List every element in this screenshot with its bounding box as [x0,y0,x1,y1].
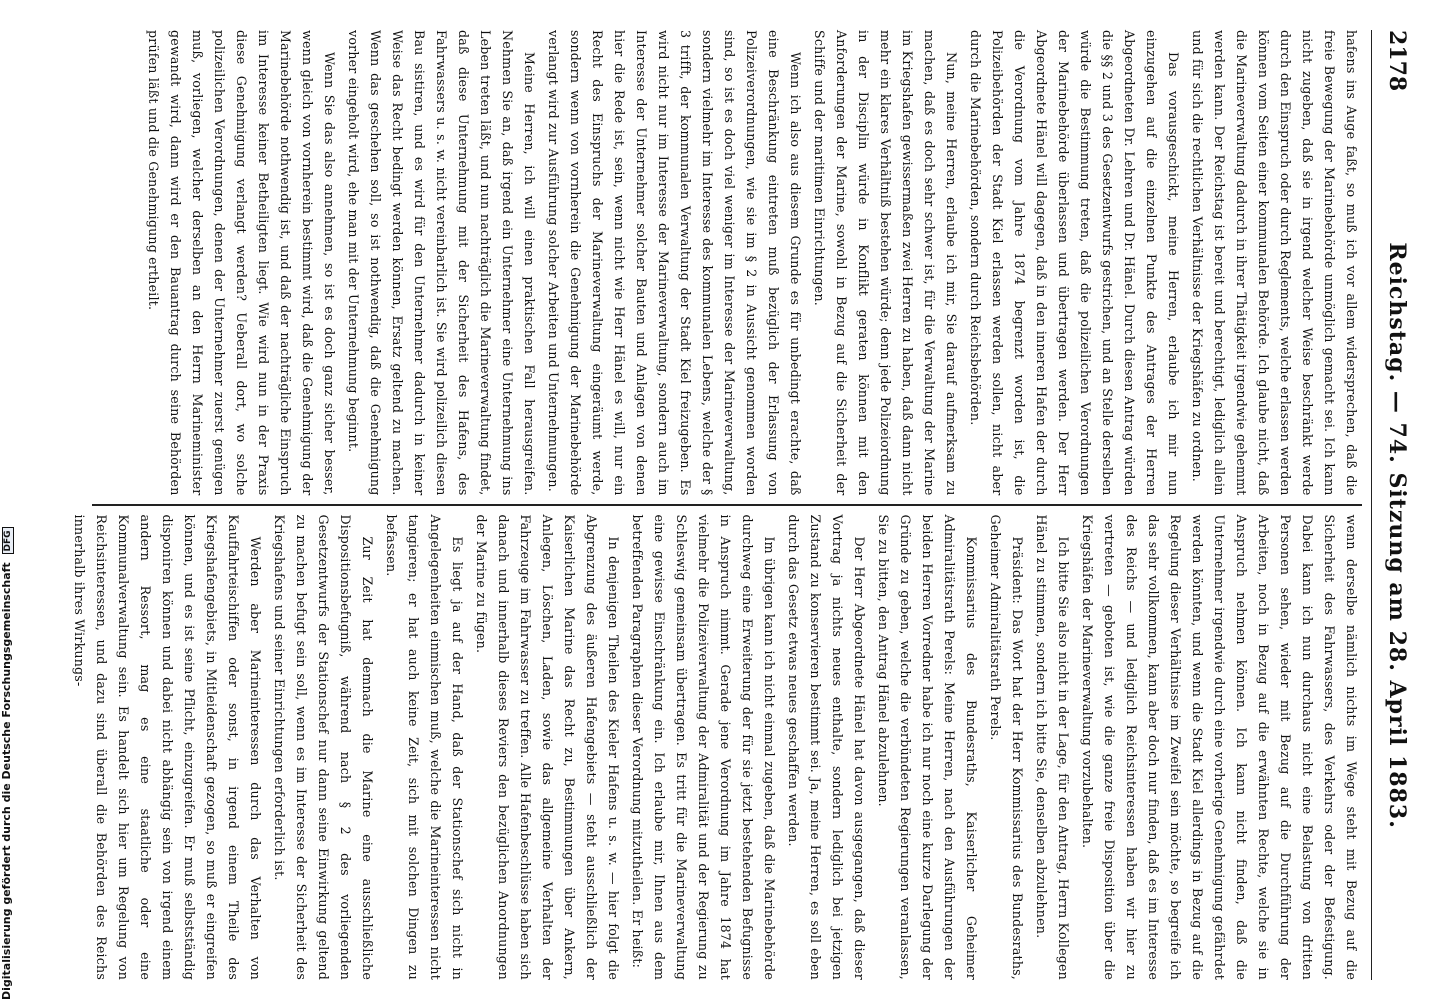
page-title: Reichstag. — 74. Sitzung am 28. April 1883. [1384,242,1410,829]
paragraph: Zur Zeit hat demnach die Marine eine ausschließliche Dispositionsbefugniß, während nach § 2 des vorliegenden Gesetzentwurfs der Stationschef nur dann seine Einwirkung geltend zu machen befugt sein soll, wenn es im Interesse der Sicherheit des Kriegshafens und seiner Einrichtungen erforderlich ist. [272,514,375,980]
column-left [92,30,1362,496]
column-divider [92,504,1362,507]
paragraph: Werden aber Marineinteressen durch das Verhalten von Kauffahrteischiffen oder sonst, in irgend einem Theile des Kriegshafengebiets, in Mitleidenschaft gezogen, so muß er eingreifen können, und es ist seine Pflicht, einzugreifen. Er muß selbstständig disponiren können und dabei nicht abhängig sein von irgend einem andern Ressort, mag es eine staatliche oder eine Kommunalverwaltung sein. Es handelt sich hier um Regelung von Reichsinteressen, und dazu sind überall die Behörden des Reichs innerhalb ihres Wirkungs- [72,514,263,980]
speaker-paragraph: Kommissarius des Bundesraths, Kaiserlicher Geheimer Admiralitätsrath Perels: Meine Herren, nach den Ausführungen der beiden Herren Vorredner habe ich nur noch eine kurze Darlegung der Gründe zu geben, welche die verbündeten Regierungen veranlassen, Sie zu bitten, den Antrag Hänel abzulehnen. [876,514,979,980]
paragraph: Im übrigen kann ich nicht einmal zugeben, daß die Marinebehörde durchweg eine Erweiterung der für sie jetzt bestehenden Befugnisse in Anspruch nimmt. Gerade jene Verordnung im Jahre 1874 hat vielmehr die Polizeiverwaltung der Admiralität und der Regierung zu Schleswig gemeinsam übertragen. Es tritt für die Marineverwaltung eine gewisse Einschränkung ein. Ich erlaube mir, Ihnen aus dem betreffenden Paragraphen dieser Verordnung mitzutheilen. Er heißt: [630,514,777,980]
paragraph: Nun, meine Herren, erlaube ich mir, Sie darauf aufmerksam zu machen, daß es doch sehr schwer ist, für die Verwaltung der Marine im Kriegshafen gewissermaßen zwei Herren zu haben, daß dann nicht mehr ein klares Verhältniß bestehen würde; denn jede Polizeiordnung in der Disciplin würde in Konflikt geraten können mit den Anforderungen der Marine, sowohl in Bezug auf die Sicherheit der Schiffe und der maritimen Einrichtungen. [812,30,959,496]
speaker-paragraph: Präsident: Das Wort hat der Herr Kommissarius des Bundesraths, Geheimer Admiralitätsrath Perels. [988,514,1025,980]
page-header [1371,30,1410,980]
digitization-credit [0,527,14,1000]
credit-text: Digitalisierung gefördert durch die Deutsche Forschungsgemeinschaft [0,562,13,1000]
dfg-logo-icon: DFG [2,527,14,554]
paragraph: Das vorausgeschickt, meine Herren, erlaube ich mir nun einzugehen auf die einzelnen Punkte des Antrages der Herren Abgeordneten Dr. Lehren und Dr. Hänel. Durch diesen Antrag würden die §§ 2 und 3 des Gesetzentwurfs gestrichen, und an Stelle derselben würde die Bestimmung treten, daß die polizeilichen Verordnungen der Marinebehörde überlassen und übertragen werden. Der Herr Abgeordnete Hänel will dagegen, daß in den inneren Hafen der durch die Verordnung vom Jahre 1874 begrenzt worden ist, die Polizeibehörden der Stadt Kiel erlassen werden sollen, nicht aber durch die Marinebehörden, sondern durch Reichsbehörden. [968,30,1181,496]
rotated-page [72,30,1410,980]
paragraph: Wenn Sie das also annehmen, so ist es doch ganz sicher besser, wenn gleich von vornherein bestimmt wird, daß die Genehmigung der Marinebehörde nothwendig ist, und daß der nachträgliche Einspruch im Interesse keiner Betheiligten liegt. Wie wird nun in der Praxis diese Genehmigung verlangt werden? Ueberall dort, wo solche polizeilichen Verordnungen, denen der Unternehmer zuerst genügen muß, vorliegen, welcher derselben an den Herrn Marineminister gewandt wird, dann wird er den Bauantrag durch seine Behörden prüfen läßt und die Genehmigung ertheilt. [146,30,337,496]
paragraph: Ich bitte Sie also nicht in der Lage, für den Antrag, Herrn Kollegen Hänel zu stimmen, sondern ich bitte Sie, denselben abzulehnen. [1034,514,1071,980]
paragraph: Es liegt ja auf der Hand, daß der Stationschef sich nicht in Angelegenheiten einmischen muß, welche die Marineinteressen nicht tangieren; er hat auch keine Zeit, sich mit solchen Dingen zu befassen. [384,514,465,980]
paragraph: hafens ins Auge faßt, so muß ich vor allem widersprechen, daß die freie Bewegung der Marinebehörde unmöglich gemacht sei. Ich kann nicht zugeben, daß sie in irgend welcher Weise beschränkt werde durch den Einspruch oder durch Reglements, welche erlassen werden können vom Seiten einer kommunalen Behörde. Ich glaube nicht, daß die Marineverwaltung dadurch in ihrer Thätigkeit irgendwie gehemmt werden kann. Der Reichstag ist bereit und berechtigt, lediglich allein und für sich die rechtlichen Verhältnisse der Kriegshäfen zu ordnen. [1190,30,1359,496]
quote-paragraph: In denjenigen Theilen des Kieler Hafens u. s. w. — hier folgt die Abgrenzung des äußeren Hafengebiets — steht ausschließlich der Kaiserlichen Marine das Recht zu, Bestimmungen über Ankern, Anlegen, Löschen, Laden, sowie das allgemeine Verhalten der Fahrzeuge im Fahrwasser zu treffen. Alle Hafenbeschlüsse haben sich danach und innerhalb dieses Reviers den bezüglichen Anordnungen der Marine zu fügen. [474,514,621,980]
paragraph: Meine Herren, ich will einen praktischen Fall herausgreifen. Nehmen Sie an, daß irgend ein Unternehmer eine Unternehmung ins Leben treten läßt, und nun nachträglich die Marineverwaltung findet, daß diese Unternehmung mit der Sicherheit des Hafens, des Fahrwassers u. s. w. nicht vereinbarlich ist. Sie wird polizeilich diesen Bau sistiren, und es wird für den Unternehmer dadurch in keiner Weise das Recht bedingt werden können, Ersatz geltend zu machen. Wenn das geschehen soll, so ist nothwendig, daß die Genehmigung vorher eingeholt wird, ehe man mit der Unternehmung beginnt. [346,30,537,496]
paragraph: wenn derselbe nämlich nichts im Wege steht mit Bezug auf die Sicherheit des Fahrwassers, des Verkehrs oder der Befestigung. Dabei kann ich nun durchaus nicht eine Belastung von dritten Personen sehen, wieder mit Bezug auf die Durchführung der Arbeiten, noch in Bezug auf die erwähnten Rechte, welche sie in Anspruch nehmen können. Ich kann nicht finden, daß die Unternehmer irgendwie durch eine vorherige Genehmigung gefährdet werden könnten, und wenn die Stadt Kiel allerdings in Bezug auf die Regelung dieser Verhältnisse im Zweifel sein möchte, so begreife ich das sehr vollkommen, kann aber doch nur finden, daß es im Interesse des Reichs — und lediglich Reichsinteressen haben wir hier zu vertreten — geboten ist, wie die ganze freie Disposition über die Kriegshäfen der Marineverwaltung vorzubehalten. [1080,514,1359,980]
paragraph: Der Herr Abgeordnete Hänel hat davon ausgegangen, daß dieser Vortrag ja nichts neues enthalte, sondern lediglich bei jetzigen Zustand zu konservieren bestimmt sei. Ja, meine Herren, es soll eben durch das Gesetz etwas neues geschaffen werden. [786,514,867,980]
paragraph: Wenn ich also aus diesem Grunde es für unbedingt erachte, daß eine Beschränkung eintreten muß bezüglich der Erlassung von Polizeiverordnungen, wie sie im § 2 in Aussicht genommen worden sind, so ist es doch viel weniger im Interesse der Marineverwaltung, sondern vielmehr im Interesse des kommunalen Lebens, welche der § 3 trifft, der kommunalen Verwaltung der Stadt Kiel freizugeben. Es wird nicht nur im Interesse der Marineverwaltung, sondern auch im Interesse der Unternehmer solcher Bauten und Anlagen von denen hier die Rede ist, sein, wenn nicht wie Herr Hänel es will, nur ein Recht des Einspruchs der Marineverwaltung eingeräumt werde, sondern wenn von vornherein die Genehmigung der Marinebehörde verlangt wird zur Ausführung solcher Arbeiten und Unternehmungen. [546,30,803,496]
page-number: 2178 [1384,30,1410,92]
column-right [72,514,1362,980]
text-columns [72,30,1362,980]
